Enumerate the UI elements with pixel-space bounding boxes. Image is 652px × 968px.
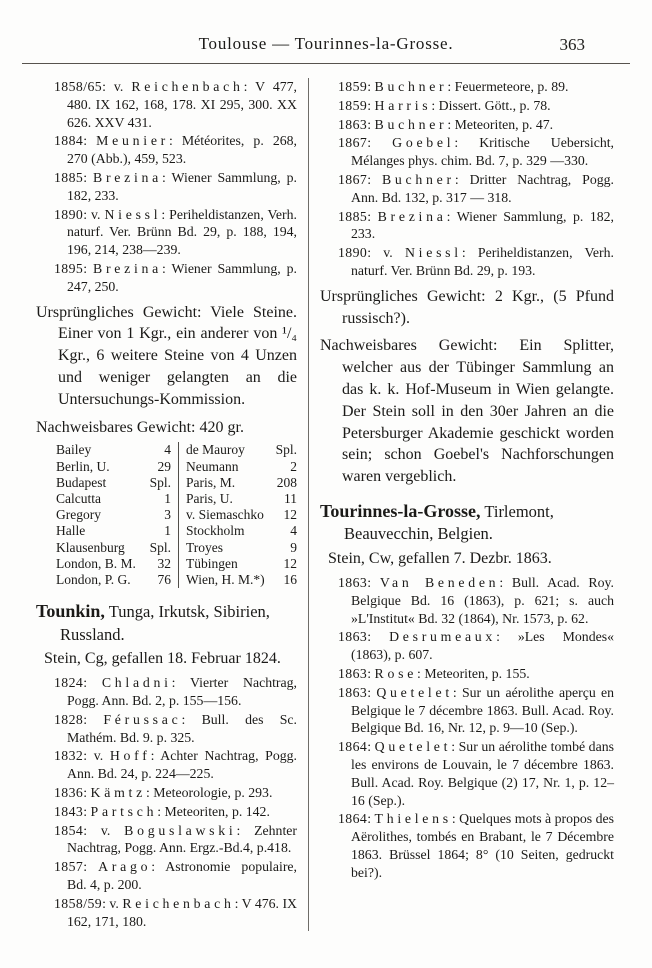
collection-name: London, P. G.	[56, 571, 131, 587]
entry-year: 1890	[338, 245, 368, 261]
specimen-count: 11	[284, 490, 297, 506]
specimen-count: 1	[164, 523, 171, 539]
bibliography-entry: 1895: Brezina: Wiener Sammlung, p. 247, 250.	[54, 260, 297, 294]
specimen-count: 1	[164, 490, 171, 506]
entry-year: 1885	[54, 169, 84, 185]
collection-name: Klausenburg	[56, 539, 125, 555]
entry-author: Goebel	[392, 135, 455, 151]
specimen-count: 12	[283, 507, 297, 523]
entry-year: 1864	[338, 811, 368, 827]
bibliography-entry: 1858/65: v. Reichenbach: V 477, 480. IX 162, 168, 178. XI 295, 300. XX 626. XXV 431.	[54, 79, 298, 130]
bibliography-entry: 1864: Quetelet: Sur un aérolithe tombé dans les environs de Louvain, le 7 décembre 1863. Bull. Acad. Roy. Belgique (2) 17, Nr. 1, p. 12–16 (Sep.).	[338, 739, 614, 808]
paragraph-label: Ursprüngliches Gewicht:	[320, 287, 486, 305]
locality-name: Tounkin,	[36, 601, 105, 622]
specimen-count: 9	[290, 539, 297, 555]
entry-author: Quetelet	[376, 684, 453, 700]
page-number: 363	[559, 35, 585, 54]
running-title: Toulouse — Tourinnes-la-Grosse.	[198, 34, 454, 53]
specimen-count: 3	[164, 507, 171, 523]
entry-year: 1824	[54, 675, 84, 691]
weight-table-row	[186, 540, 297, 556]
specimen-count: Spl.	[149, 474, 171, 490]
weight-table-row	[186, 459, 297, 475]
entry-year: 1885	[338, 208, 368, 224]
bibliography-entry: 1885: Brezina: Wiener Sammlung, p. 182, 233.	[338, 208, 614, 242]
weight-table-row	[56, 475, 171, 491]
left-column	[36, 78, 308, 931]
entry-author: Niessl	[404, 245, 462, 261]
weight-paragraph: Nachweisbares Gewicht: Ein Splitter, welcher aus der Tübinger Sammlung an das k. k. Hof-Museum in Wien gelangte. Der Stein soll in den 30er Jahren an die Petersburger Akademie geschickt worden sein; schon Goebel's Nachforschungen waren vergeblich.	[320, 337, 614, 486]
collection-name: de Mauroy	[186, 442, 245, 458]
entry-year: 1854	[54, 822, 84, 838]
weight-table-row	[186, 572, 297, 588]
entry-year: 1832	[54, 748, 84, 764]
entry-year: 1890	[54, 206, 84, 222]
collection-name: Stockholm	[186, 523, 245, 539]
entry-author: Reichenbach	[122, 895, 235, 911]
entry-year: 1828	[54, 711, 84, 727]
bibliography-entry: 1832: v. Hoff: Achter Nachtrag, Pogg. Ann. Bd. 24, p. 224—225.	[54, 748, 297, 782]
locality-heading: Tourinnes-la-Grosse, Tirlemont, Beauvecchin, Belgien.	[320, 500, 554, 544]
column-divider-rule	[308, 78, 309, 931]
paragraph-label: Nachweisbares Gewicht:	[36, 418, 196, 436]
weight-table-row	[186, 556, 297, 572]
entry-author: Reichenbach	[131, 79, 244, 94]
entry-year: 1857	[54, 859, 84, 875]
entry-author: Thielens	[374, 811, 452, 827]
weight-table-row	[56, 540, 171, 556]
entry-author: Harris	[374, 97, 432, 113]
entry-year: 1858/65	[54, 79, 103, 94]
bibliography-entry: 1863: Quetelet: Sur un aérolithe aperçu en Belgique le 7 décembre 1863. Bull. Acad. Roy. Belgique Bd. 16, Nr. 12, p. 9—10 (Sep.).	[338, 684, 614, 736]
weight-table-column	[56, 442, 179, 588]
bibliography-entry: 1864: Thielens: Quelques mots à propos des Aërolithes, tombés en Brabant, le 7 Décembre 1863. Brüssel 1864; 8° (10 Seiten, gedruckt bei?).	[338, 811, 614, 880]
bibliography-entry: 1828: Férussac: Bull. des Sc. Mathém. Bd. 9. p. 325.	[54, 711, 297, 745]
weight-table-row	[186, 523, 297, 539]
bibliography-entry: 1890: v. Niessl: Periheldistanzen, Verh. naturf. Ver. Brünn Bd. 29, p. 193.	[338, 245, 614, 278]
collection-name: Halle	[56, 523, 86, 539]
specimen-count: 76	[157, 571, 171, 587]
weight-table-row	[56, 459, 171, 475]
locality-name: Tourinnes-la-Grosse,	[320, 500, 481, 521]
weight-table-row	[56, 442, 171, 458]
weight-table-column	[179, 442, 297, 588]
entry-year: 1867	[338, 171, 368, 187]
weight-table	[56, 442, 297, 588]
weight-table-row	[56, 491, 171, 507]
collection-name: Berlin, U.	[56, 458, 110, 474]
entry-author: Kämtz	[90, 784, 146, 800]
specimen-count: 32	[157, 555, 171, 571]
entry-year: 1858/59	[54, 895, 103, 911]
weight-paragraph: Ursprüngliches Gewicht: 2 Kgr., (5 Pfund russisch?).	[320, 287, 615, 327]
weight-table-row	[186, 491, 297, 507]
bibliography-entry: 1857: Arago: Astronomie populaire, Bd. 4, p. 200.	[54, 859, 297, 892]
specimen-count: 29	[157, 458, 171, 474]
entry-year: 1884	[54, 133, 84, 149]
entry-author: Rose	[374, 665, 418, 681]
bibliography-entry: 1867: Goebel: Kritische Uebersicht, Mélanges phys. chim. Bd. 7, p. 329 —330.	[338, 135, 614, 169]
bibliography-entry: 1843: Partsch: Meteoriten, p. 142.	[54, 803, 270, 819]
weight-paragraph: Nachweisbares Gewicht: 420 gr.	[36, 418, 244, 436]
paragraph-label: Nachweisbares Gewicht:	[320, 337, 498, 355]
weight-table-row	[186, 507, 297, 523]
bibliography-entry: 1863: Van Beneden: Bull. Acad. Roy. Belgique Bd. 16 (1863), p. 621; s. auch »L'Institut« Bd. 32 (1864), Nr. 1573, p. 62.	[338, 574, 614, 626]
specimen-count: 4	[164, 442, 171, 458]
entry-author: Boguslawski	[124, 822, 237, 838]
bibliography-entry: 1884: Meunier: Météorites, p. 268, 270 (Abb.), 459, 523.	[54, 133, 297, 167]
collection-name: v. Siemaschko	[186, 507, 264, 523]
bibliography-entry: 1854: v. Boguslawski: Zehnter Nachtrag, Pogg. Ann. Ergz.-Bd.4, p.418.	[54, 822, 297, 856]
weight-table-row	[56, 507, 171, 523]
entry-year: 1843	[54, 803, 84, 819]
bibliography-entry: 1863: Buchner: Meteoriten, p. 47.	[338, 116, 554, 132]
entry-year: 1863	[338, 574, 368, 590]
bibliography-entry: 1859: Harris: Dissert. Gött., p. 78.	[338, 97, 551, 113]
entry-year: 1867	[338, 135, 368, 151]
specimen-count: 12	[283, 555, 297, 571]
entry-year: 1895	[54, 260, 84, 276]
entry-author: Van Beneden	[379, 574, 500, 590]
collection-name: Paris, U.	[186, 490, 233, 506]
collection-name: Budapest	[56, 474, 107, 490]
entry-author: Buchner	[374, 116, 448, 132]
bibliography-entry: 1836: Kämtz: Meteorologie, p. 293.	[54, 784, 273, 800]
weight-table-row	[56, 556, 171, 572]
entry-author: Férussac	[103, 711, 182, 727]
collection-name: Paris, M.	[186, 474, 236, 490]
entry-year: 1864	[338, 739, 368, 755]
collection-name: Calcutta	[56, 490, 101, 506]
weight-table-row	[56, 572, 171, 588]
specimen-count: 208	[276, 474, 297, 490]
entry-author: Meunier	[96, 133, 169, 149]
entry-author: Niessl	[104, 206, 162, 222]
right-column	[309, 78, 614, 931]
specimen-line: Stein, Cg, gefallen 18. Februar 1824.	[44, 650, 281, 668]
entry-author: Partsch	[90, 803, 158, 819]
entry-author: Brezina	[377, 208, 447, 224]
bibliography-entry: 1867: Buchner: Dritter Nachtrag, Pogg. Ann. Bd. 132, p. 317 — 318.	[338, 171, 614, 205]
bibliography-entry: 1858/59: v. Reichenbach: V 476. IX 162, 171, 180.	[54, 895, 297, 929]
bibliography-entry: 1863: Desrumeaux: »Les Mondes« (1863), p. 607.	[338, 629, 614, 663]
specimen-count: Spl.	[275, 442, 297, 458]
entry-author: Buchner	[374, 79, 448, 94]
collection-name: Troyes	[186, 539, 224, 555]
paragraph-label: Ursprüngliches Gewicht:	[36, 303, 202, 321]
entry-year: 1836	[54, 784, 84, 800]
entry-year: 1863	[338, 629, 368, 645]
collection-name: London, B. M.	[56, 555, 136, 571]
specimen-count: 2	[290, 458, 297, 474]
specimen-line: Stein, Cw, gefallen 7. Dezbr. 1863.	[328, 549, 552, 567]
entry-year: 1859	[338, 97, 368, 113]
entry-author: Quetelet	[374, 739, 452, 755]
entry-year: 1863	[338, 684, 368, 700]
bibliography-entry: 1824: Chladni: Vierter Nachtrag, Pogg. Ann. Bd. 2, p. 155—156.	[54, 675, 297, 708]
entry-author: Brezina	[93, 260, 162, 276]
specimen-count: 16	[283, 571, 297, 587]
bibliography-entry: 1863: Rose: Meteoriten, p. 155.	[338, 665, 530, 681]
specimen-count: 4	[290, 523, 297, 539]
entry-author: Desrumeaux	[389, 629, 497, 645]
entry-author: Brezina	[93, 169, 162, 185]
bibliography-entry: 1885: Brezina: Wiener Sammlung, p. 182, 233.	[54, 169, 297, 203]
weight-table-row	[186, 475, 297, 491]
entry-author: Chladni	[101, 675, 172, 691]
weight-table-row	[56, 523, 171, 539]
weight-paragraph: Ursprüngliches Gewicht: Viele Steine. Einer von 1 Kgr., ein anderer von ¹/₄ Kgr., 6 weitere Steine von 4 Unzen und weniger gelangten an die Untersuchungs-Kommission.	[36, 303, 298, 408]
entry-year: 1863	[338, 116, 368, 132]
bibliography-entry: 1890: v. Niessl: Periheldistanzen, Verh. naturf. Ver. Brünn Bd. 29, p. 188, 194, 196, 214, 238—239.	[54, 206, 297, 258]
collection-name: Gregory	[56, 507, 101, 523]
collection-name: Neumann	[186, 458, 239, 474]
collection-name: Bailey	[56, 442, 92, 458]
entry-year: 1859	[338, 79, 368, 94]
specimen-count: Spl.	[149, 539, 171, 555]
entry-author: Buchner	[382, 171, 455, 187]
page-header	[22, 34, 630, 64]
entry-year: 1863	[338, 665, 368, 681]
locality-heading: Tounkin, Tunga, Irkutsk, Sibirien, Russland.	[36, 601, 270, 644]
collection-name: Tübingen	[186, 555, 238, 571]
collection-name: Wien, H. M.*)	[186, 571, 265, 587]
entry-author: Hoff	[109, 748, 151, 764]
text-columns	[36, 78, 614, 931]
entry-author: Arago	[98, 859, 152, 875]
weight-table-row	[186, 442, 297, 458]
bibliography-entry: 1859: Buchner: Feuermeteore, p. 89.	[338, 79, 569, 94]
